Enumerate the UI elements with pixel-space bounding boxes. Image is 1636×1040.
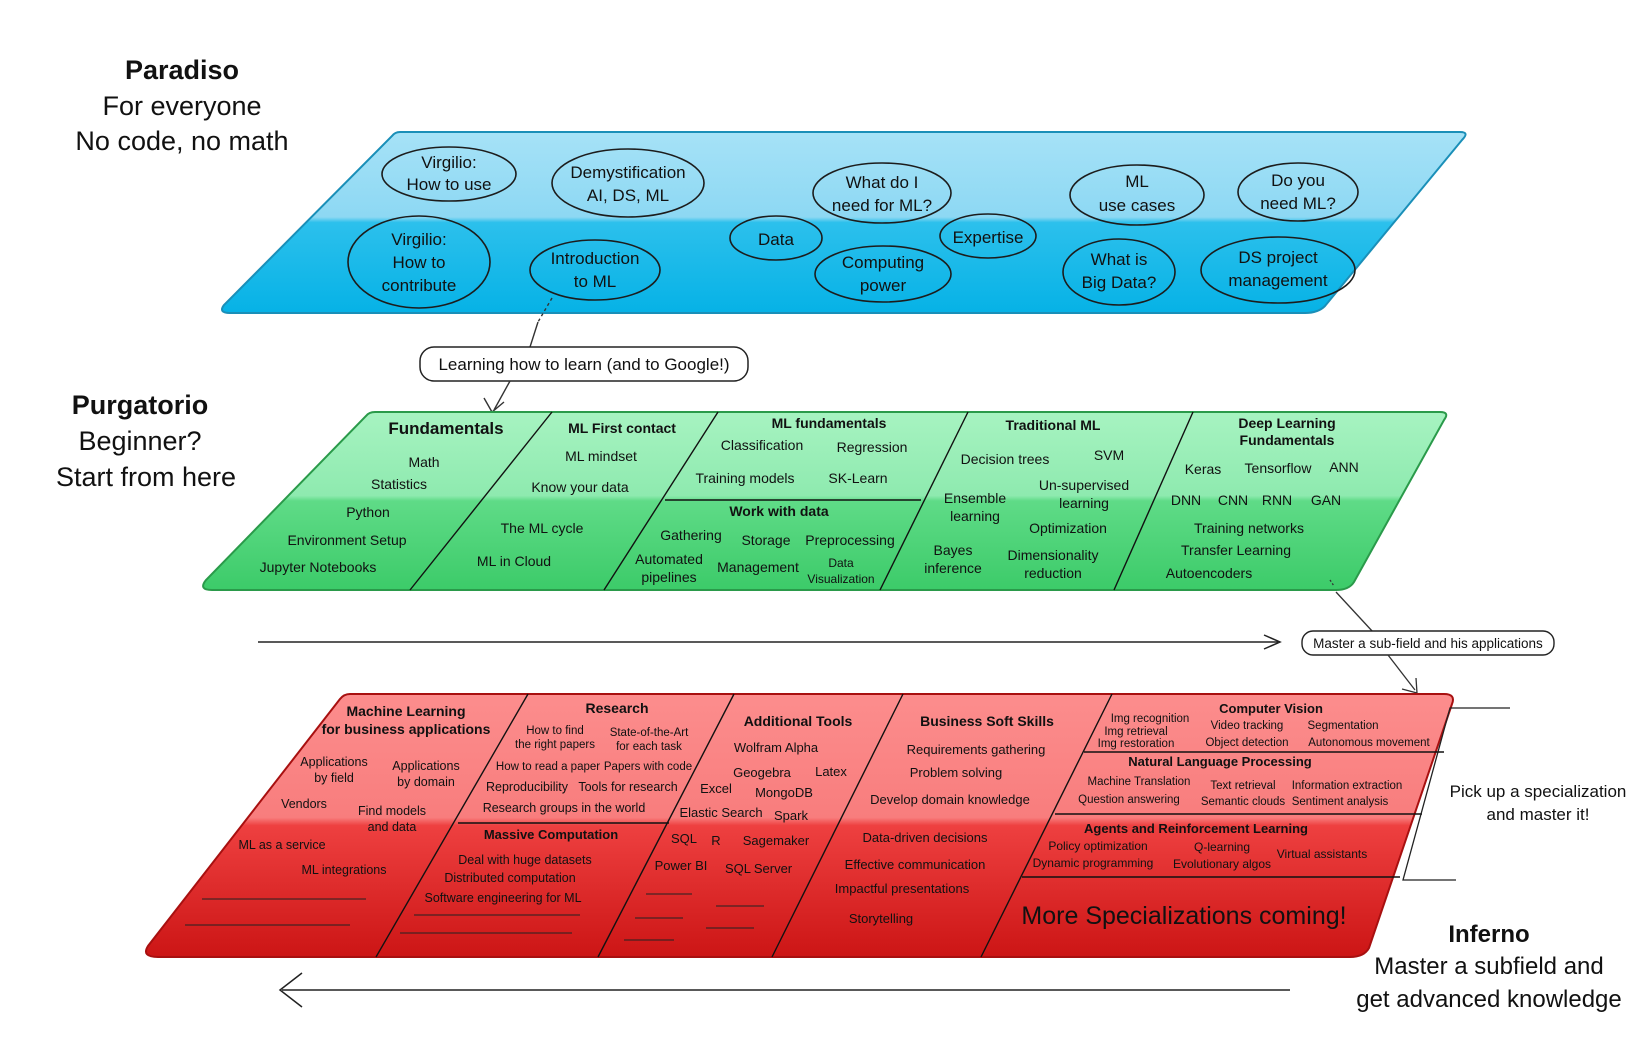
svg-text:Tensorflow: Tensorflow — [1244, 460, 1312, 476]
svg-text:Master a sub-field and his app: Master a sub-field and his applications — [1313, 636, 1543, 651]
pickup-text-2: and master it! — [1486, 805, 1590, 824]
svg-text:Research: Research — [585, 700, 649, 716]
svg-text:Img restoration: Img restoration — [1097, 738, 1175, 750]
purgatorio-subtitle-2: Start from here — [55, 462, 237, 492]
svg-text:Server: Server — [753, 861, 793, 876]
svg-text:Excel: Excel — [700, 781, 732, 796]
svg-text:Additional Tools: Additional Tools — [743, 713, 853, 729]
svg-text:Wolfram Alpha: Wolfram Alpha — [733, 740, 819, 755]
svg-text:Expertise: Expertise — [952, 228, 1024, 247]
svg-text:Jupyter Notebooks: Jupyter Notebooks — [259, 559, 377, 575]
purgatorio-label — [56, 390, 236, 492]
svg-text:for business applications: for business applications — [321, 721, 491, 737]
connector-arrow — [494, 381, 510, 410]
svg-text:ML: ML — [1125, 172, 1149, 191]
svg-text:Gathering: Gathering — [660, 527, 722, 543]
svg-text:Develop domain knowledge: Develop domain knowledge — [870, 792, 1030, 807]
svg-text:Information extraction: Information extraction — [1291, 780, 1403, 792]
purgatorio-subtitle-1: Beginner? — [78, 426, 202, 456]
svg-text:Machine Translation: Machine Translation — [1087, 776, 1191, 788]
svg-text:DNN: DNN — [1170, 492, 1202, 508]
svg-text:Ensemble: Ensemble — [943, 490, 1007, 506]
svg-text:Sagemaker: Sagemaker — [742, 833, 810, 848]
svg-text:Data: Data — [828, 556, 854, 570]
svg-text:Distributed computation: Distributed computation — [444, 871, 576, 885]
svg-text:Automated: Automated — [635, 551, 703, 567]
svg-text:ML as a service: ML as a service — [238, 838, 326, 852]
paradiso-subtitle-1: For everyone — [102, 91, 262, 121]
svg-text:Elastic Search: Elastic Search — [679, 805, 763, 820]
svg-text:Optimization: Optimization — [1029, 520, 1107, 536]
inferno-subtitle-2: get advanced knowledge — [1356, 986, 1622, 1013]
svg-text:learning: learning — [950, 508, 1000, 524]
svg-text:Img retrieval: Img retrieval — [1104, 726, 1168, 738]
connector-arrow-2 — [1388, 655, 1415, 690]
svg-text:How to use: How to use — [406, 175, 492, 194]
svg-text:Impactful presentations: Impactful presentations — [834, 881, 970, 896]
svg-text:Evolutionary algos: Evolutionary algos — [1172, 857, 1272, 871]
svg-text:Question answering: Question answering — [1078, 794, 1180, 806]
svg-text:Natural Language Processing: Natural Language Processing — [1128, 754, 1312, 769]
svg-text:inference: inference — [924, 560, 982, 576]
svg-text:ML in Cloud: ML in Cloud — [476, 553, 552, 569]
svg-text:Tools for research: Tools for research — [578, 780, 678, 794]
svg-text:by domain: by domain — [397, 775, 455, 789]
svg-text:AI, DS, ML: AI, DS, ML — [586, 186, 670, 205]
svg-text:Video tracking: Video tracking — [1210, 720, 1284, 732]
svg-text:Management: Management — [717, 559, 799, 575]
svg-text:Requirements gathering: Requirements gathering — [906, 742, 1046, 757]
svg-text:Autoencoders: Autoencoders — [1165, 565, 1253, 581]
svg-text:Semantic clouds: Semantic clouds — [1200, 796, 1286, 808]
svg-text:Reproducibility: Reproducibility — [486, 780, 568, 794]
svg-text:Autonomous movement: Autonomous movement — [1308, 737, 1430, 749]
paradiso-subtitle-2: No code, no math — [75, 126, 289, 156]
svg-text:Virgilio:: Virgilio: — [421, 153, 477, 172]
svg-text:Deep Learning: Deep Learning — [1238, 415, 1336, 431]
svg-text:Environment Setup: Environment Setup — [287, 532, 407, 548]
svg-text:ML integrations: ML integrations — [301, 863, 387, 877]
svg-text:Fundamentals: Fundamentals — [1239, 432, 1335, 448]
svg-text:CNN: CNN — [1217, 492, 1249, 508]
svg-text:Python: Python — [346, 504, 390, 520]
connector-arrowhead — [484, 398, 504, 412]
pickup-text-1: Pick up a specialization — [1449, 782, 1627, 801]
more-specializations: More Specializations coming! — [1021, 902, 1347, 930]
svg-text:How to find: How to find — [526, 725, 584, 737]
svg-text:need for ML?: need for ML? — [831, 196, 933, 215]
svg-text:to ML: to ML — [573, 272, 617, 291]
svg-text:Math: Math — [408, 454, 440, 470]
svg-text:ML fundamentals: ML fundamentals — [771, 415, 887, 431]
inferno-title: Inferno — [1448, 921, 1530, 948]
svg-text:Decision trees: Decision trees — [960, 451, 1050, 467]
svg-text:Classification: Classification — [720, 437, 804, 453]
svg-text:Img recognition: Img recognition — [1110, 713, 1190, 725]
svg-text:ANN: ANN — [1329, 459, 1359, 475]
svg-text:by field: by field — [314, 771, 354, 785]
svg-text:ML First contact: ML First contact — [568, 420, 676, 436]
svg-text:power: power — [859, 276, 907, 295]
svg-text:pipelines: pipelines — [641, 569, 697, 585]
svg-text:Data-driven decisions: Data-driven decisions — [862, 830, 988, 845]
paradiso-title: Paradiso — [124, 55, 240, 85]
svg-text:Big Data?: Big Data? — [1081, 273, 1157, 292]
svg-text:Segmentation: Segmentation — [1307, 720, 1379, 732]
svg-text:Find models: Find models — [357, 804, 427, 818]
svg-text:What do I: What do I — [845, 173, 919, 192]
svg-text:Data: Data — [758, 230, 794, 249]
svg-text:Regression: Regression — [836, 439, 908, 455]
connector-arrowhead-2 — [1402, 678, 1417, 693]
svg-text:DS project: DS project — [1238, 248, 1318, 267]
svg-text:Business Soft Skills: Business Soft Skills — [920, 713, 1054, 729]
svg-text:Dynamic programming: Dynamic programming — [1032, 856, 1154, 870]
svg-text:and data: and data — [367, 820, 417, 834]
svg-text:reduction: reduction — [1024, 565, 1082, 581]
svg-text:Visualization: Visualization — [807, 572, 875, 586]
callout-learning-how-to-learn — [420, 347, 748, 381]
svg-text:Storytelling: Storytelling — [848, 911, 914, 926]
svg-text:Object detection: Object detection — [1205, 737, 1289, 749]
svg-text:management: management — [1228, 271, 1328, 290]
purgatorio-title: Purgatorio — [71, 390, 209, 420]
svg-text:contribute: contribute — [381, 276, 457, 295]
svg-text:R: R — [711, 833, 721, 848]
svg-text:learning: learning — [1059, 495, 1109, 511]
svg-text:ML mindset: ML mindset — [565, 448, 637, 464]
svg-text:Training models: Training models — [695, 470, 795, 486]
svg-text:use cases: use cases — [1098, 196, 1176, 215]
svg-text:need ML?: need ML? — [1260, 194, 1336, 213]
svg-text:Effective communication: Effective communication — [844, 857, 986, 872]
svg-text:Fundamentals: Fundamentals — [388, 419, 504, 438]
svg-text:Preprocessing: Preprocessing — [805, 532, 895, 548]
svg-text:SVM: SVM — [1093, 447, 1125, 463]
svg-text:Agents and Reinforcement Learn: Agents and Reinforcement Learning — [1084, 821, 1308, 836]
svg-text:Computing: Computing — [841, 253, 925, 272]
svg-text:The ML cycle: The ML cycle — [500, 520, 584, 536]
paradiso-label — [75, 55, 288, 156]
svg-text:Q-learning: Q-learning — [1193, 840, 1251, 854]
svg-text:Policy optimization: Policy optimization — [1048, 839, 1148, 853]
inferno-label — [1356, 921, 1622, 1013]
svg-text:Text retrieval: Text retrieval — [1210, 780, 1276, 792]
svg-text:Computer Vision: Computer Vision — [1219, 701, 1323, 716]
svg-text:Papers with code: Papers with code — [603, 761, 693, 773]
svg-text:Keras: Keras — [1184, 461, 1222, 477]
svg-text:Transfer Learning: Transfer Learning — [1181, 542, 1291, 558]
connector-line — [530, 322, 538, 347]
svg-text:Traditional ML: Traditional ML — [1005, 417, 1101, 433]
svg-text:Know your data: Know your data — [531, 479, 629, 495]
svg-text:SQL: SQL — [724, 861, 752, 876]
svg-text:Work with data: Work with data — [729, 503, 829, 519]
svg-text:How to: How to — [392, 253, 446, 272]
svg-text:SK-Learn: SK-Learn — [828, 470, 888, 486]
svg-text:Sentiment analysis: Sentiment analysis — [1291, 796, 1389, 808]
svg-text:Bayes: Bayes — [933, 542, 973, 558]
svg-text:Applications: Applications — [300, 755, 368, 769]
svg-text:Software engineering for ML: Software engineering for ML — [424, 891, 582, 905]
svg-text:the right papers: the right papers — [515, 739, 595, 751]
svg-text:Training networks: Training networks — [1194, 520, 1304, 536]
svg-text:Spark: Spark — [774, 808, 808, 823]
inferno-subtitle-1: Master a subfield and — [1374, 953, 1604, 980]
svg-text:Un-supervised: Un-supervised — [1038, 477, 1130, 493]
svg-text:Introduction: Introduction — [550, 249, 640, 268]
svg-text:What is: What is — [1090, 250, 1148, 269]
svg-text:for each task: for each task — [616, 741, 682, 753]
svg-text:Statistics: Statistics — [370, 476, 428, 492]
svg-text:Research groups in the world: Research groups in the world — [482, 801, 646, 815]
svg-text:Massive Computation: Massive Computation — [483, 827, 619, 842]
svg-text:SQL: SQL — [670, 831, 698, 846]
svg-text:Virtual assistants: Virtual assistants — [1276, 847, 1368, 861]
svg-text:Applications: Applications — [392, 759, 460, 773]
svg-text:Latex: Latex — [815, 764, 847, 779]
svg-text:Geogebra: Geogebra — [733, 765, 791, 780]
svg-text:How to read a paper: How to read a paper — [495, 761, 601, 773]
callout-master-subfield — [1302, 631, 1554, 655]
svg-text:Problem solving: Problem solving — [909, 765, 1003, 780]
svg-text:RNN: RNN — [1261, 492, 1293, 508]
svg-text:Learning how to learn (and to: Learning how to learn (and to Google!) — [438, 355, 730, 374]
svg-text:GAN: GAN — [1310, 492, 1342, 508]
svg-text:Deal with huge datasets: Deal with huge datasets — [458, 853, 592, 867]
svg-text:Do you: Do you — [1271, 171, 1325, 190]
svg-text:Demystification: Demystification — [570, 163, 686, 182]
svg-text:MongoDB: MongoDB — [755, 785, 813, 800]
svg-text:State-of-the-Art: State-of-the-Art — [609, 727, 689, 739]
connector-line-2 — [1336, 592, 1373, 632]
svg-text:Storage: Storage — [741, 532, 791, 548]
svg-text:Vendors: Vendors — [281, 797, 327, 811]
svg-text:Power BI: Power BI — [654, 858, 708, 873]
svg-text:Virgilio:: Virgilio: — [391, 230, 447, 249]
svg-text:Machine Learning: Machine Learning — [346, 703, 466, 719]
svg-text:Dimensionality: Dimensionality — [1007, 547, 1099, 563]
